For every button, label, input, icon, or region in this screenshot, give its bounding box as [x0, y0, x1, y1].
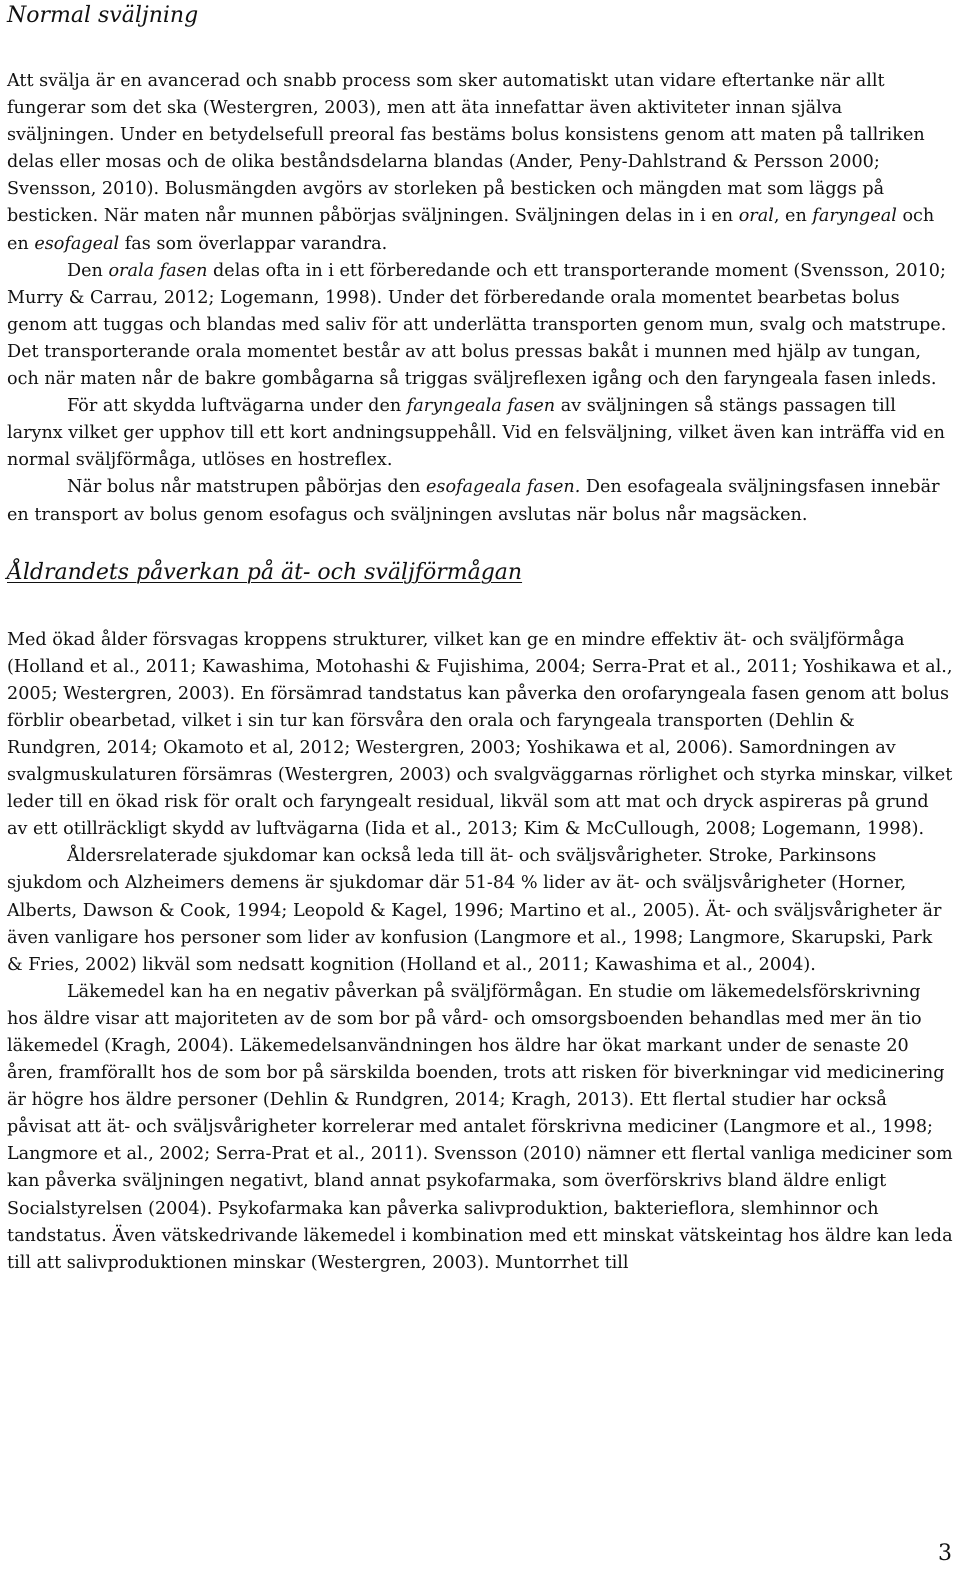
document-page: [7, 0, 953, 1277]
italic-text-run: faryngeala fasen: [406, 396, 556, 417]
text-run: Åldersrelaterade sjukdomar kan också leda till ät- och sväljsvårigheter. Stroke, Parkinsons sjukdom och Alzheimers demens är sjukdomar där 51-84 % lider av ät- och sväljsvårigheter (Horner, Alberts, Dawson & Cook, 1994; Leopold & Kagel, 1996; Martino et al., 2005). Ät- och sväljsvårigheter är även vanligare hos personer som lider av konfusion (Langmore et al., 1998; Langmore, Skarupski, Park & Fries, 2002) likväl som nedsatt kognition (Holland et al., 2011; Kawashima et al., 2004).: [7, 846, 942, 975]
text-run: delas ofta in i ett förberedande och ett transporterande moment (Svensson, 2010; Murry & Carrau, 2012; Logemann, 1998). Under det förberedande orala momentet bearbetas bolus genom att tuggas och blandas med saliv för att underlätta transporten genom mun, svalg och matstrupe. Det transporterande orala momentet består av att bolus pressas bakåt i munnen med hjälp av tungan, och när maten når de bakre gombågarna så triggas sväljreflexen igång och den faryngeala fasen inleds.: [7, 260, 947, 390]
page-number: 3: [938, 1541, 952, 1566]
text-run: av sväljningen så stängs passagen till larynx vilket ger upphov till ett kort andningsuppehåll. Vid en felsväljning, vilket även kan inträffa vid en normal sväljförmåga, utlöses en hostreflex.: [7, 396, 945, 471]
text-run: För att skydda luftvägarna under den: [67, 396, 407, 417]
text-run: , en: [773, 206, 813, 227]
text-run: När bolus når matstrupen påbörjas den: [67, 477, 427, 498]
paragraph: [7, 474, 953, 528]
italic-text-run: orala fasen: [108, 260, 208, 281]
italic-text-run: esofageala fasen.: [426, 477, 581, 498]
italic-text-run: oral: [738, 206, 774, 227]
paragraph: [7, 68, 953, 258]
text-run: Att svälja är en avancerad och snabb process som sker automatiskt utan vidare eftertanke när allt fungerar som det ska (Westergren, 2003), men att äta innefattar även aktiviteter innan själva sväljningen. Under en betydelsefull preoral fas bestäms bolus konsistens genom att maten på tallriken delas eller mosas och de olika beståndsdelarna blandas (Ander, Peny-Dahlstrand & Persson 2000; Svensson, 2010). Bolusmängden avgörs av storleken på besticken och mängden mat som läggs på besticken. När maten når munnen påbörjas sväljningen. Sväljningen delas in i en: [7, 71, 925, 227]
text-run: och en: [7, 206, 935, 254]
paragraph: [7, 843, 953, 978]
text-run: Läkemedel kan ha en negativ påverkan på sväljförmågan. En studie om läkemedelsförskrivning hos äldre visar att majoriteten av de som bor på vård- och omsorgsboenden behandlas med mer än tio läkemedel (Kragh, 2004). Läkemedelsanvändningen hos äldre har ökat markant under de senaste 20 åren, framförallt hos de som bor på särskilda boenden, trots att risken för biverkningar vid medicinering är högre hos äldre personer (Dehlin & Rundgren, 2014; Kragh, 2013). Ett flertal studier har också påvisat att ät- och sväljsvårigheter korrelerar med antalet förskrivna mediciner (Langmore et al., 1998; Langmore et al., 2002; Serra-Prat et al., 2011). Svensson (2010) nämner ett flertal vanliga mediciner som kan påverka sväljningen negativt, bland annat psykofarmaka, som överförskrivs bland äldre enligt Socialstyrelsen (2004). Psykofarmaka kan påverka salivproduktion, bakterieflora, slemhinnor och tandstatus. Även vätskedrivande läkemedel i kombination med ett minskat vätskeintag hos äldre kan leda till att salivproduktionen minskar (Westergren, 2003). Muntorrhet till: [7, 981, 953, 1273]
text-run: Med ökad ålder försvagas kroppens strukturer, vilket kan ge en mindre effektiv ät- och sväljförmåga (Holland et al., 2011; Kawashima, Motohashi & Fujishima, 2004; Serra-Prat et al., 2011; Yoshikawa et al., 2005; Westergren, 2003). En försämrad tandstatus kan påverka den orofaryngeala fasen genom att bolus förblir obearbetad, vilket i sin tur kan försvåra den orala och faryngeala transporten (Dehlin & Rundgren, 2014; Okamoto et al, 2012; Westergren, 2003; Yoshikawa et al, 2006). Samordningen av svalgmuskulaturen försämras (Westergren, 2003) och svalgväggarnas rörlighet och styrka minskar, vilket leder till en ökad risk för oralt och faryngealt residual, likväl som att mat och dryck aspireras på grund av ett otillräckligt skydd av luftvägarna (Iida et al., 2013; Kim & McCullough, 2008; Logemann, 1998).: [7, 629, 953, 840]
section-heading-aldrandets-paverkan: Åldrandets påverkan på ät- och sväljförmågan: [7, 559, 523, 585]
paragraph: [7, 627, 953, 844]
section-heading-normal-svaljning: Normal sväljning: [7, 3, 199, 28]
text-run: fas som överlappar varandra.: [119, 233, 388, 254]
paragraph: [7, 258, 953, 393]
text-run: Den: [67, 260, 109, 281]
paragraph: [7, 393, 953, 474]
text-run: Den esofageala sväljningsfasen innebär en transport av bolus genom esofagus och sväljningen avslutas när bolus når magsäcken.: [7, 477, 940, 525]
italic-text-run: esofageal: [34, 233, 120, 254]
paragraph: [7, 979, 953, 1277]
italic-text-run: faryngeal: [812, 206, 897, 227]
